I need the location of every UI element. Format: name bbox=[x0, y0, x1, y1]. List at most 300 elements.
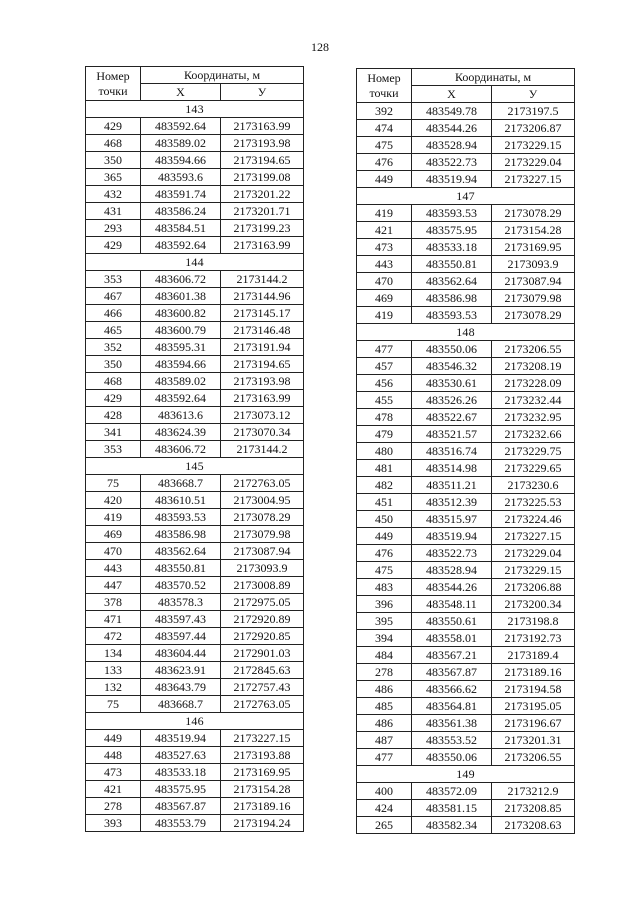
y-coordinate-cell: 2173093.9 bbox=[221, 560, 304, 577]
table-row bbox=[357, 749, 575, 766]
y-coordinate-cell: 2173144.2 bbox=[221, 441, 304, 458]
x-coordinate-cell: 483522.73 bbox=[412, 545, 492, 562]
point-number-cell: 457 bbox=[357, 358, 412, 375]
table-row bbox=[357, 494, 575, 511]
x-coordinate-cell: 483561.38 bbox=[412, 715, 492, 732]
x-coordinate-cell: 483604.44 bbox=[141, 645, 221, 662]
table-row bbox=[86, 781, 304, 798]
point-number-cell: 478 bbox=[357, 409, 412, 426]
y-coordinate-cell: 2173078.29 bbox=[492, 205, 575, 222]
point-number-cell: 477 bbox=[357, 341, 412, 358]
section-number: 149 bbox=[357, 766, 575, 783]
y-coordinate-cell: 2173229.75 bbox=[492, 443, 575, 460]
x-coordinate-cell: 483553.52 bbox=[412, 732, 492, 749]
table-row bbox=[357, 443, 575, 460]
table-row bbox=[86, 543, 304, 560]
y-coordinate-cell: 2173197.5 bbox=[492, 103, 575, 120]
table-row bbox=[357, 341, 575, 358]
point-number-cell: 456 bbox=[357, 375, 412, 392]
y-coordinate-cell: 2173229.04 bbox=[492, 154, 575, 171]
section-row bbox=[86, 101, 304, 118]
point-number-cell: 449 bbox=[86, 730, 141, 747]
point-number-cell: 419 bbox=[357, 307, 412, 324]
table-row bbox=[357, 800, 575, 817]
table-row bbox=[357, 375, 575, 392]
x-coordinate-cell: 483581.15 bbox=[412, 800, 492, 817]
table-row bbox=[86, 798, 304, 815]
section-number: 147 bbox=[357, 188, 575, 205]
y-coordinate-cell: 2173078.29 bbox=[492, 307, 575, 324]
x-coordinate-cell: 483592.64 bbox=[141, 118, 221, 135]
x-coordinate-cell: 483600.79 bbox=[141, 322, 221, 339]
x-coordinate-cell: 483668.7 bbox=[141, 475, 221, 492]
y-coordinate-cell: 2173201.22 bbox=[221, 186, 304, 203]
section-number: 145 bbox=[86, 458, 304, 475]
table-row bbox=[86, 390, 304, 407]
y-coordinate-cell: 2173192.73 bbox=[492, 630, 575, 647]
section-number: 148 bbox=[357, 324, 575, 341]
x-coordinate-cell: 483592.64 bbox=[141, 237, 221, 254]
table-row bbox=[86, 288, 304, 305]
table-row bbox=[357, 732, 575, 749]
point-number-cell: 396 bbox=[357, 596, 412, 613]
point-number-cell: 482 bbox=[357, 477, 412, 494]
point-number-cell: 480 bbox=[357, 443, 412, 460]
x-header: X bbox=[412, 86, 492, 103]
table-row bbox=[86, 271, 304, 288]
section-number: 143 bbox=[86, 101, 304, 118]
y-coordinate-cell: 2173201.31 bbox=[492, 732, 575, 749]
table-row bbox=[357, 120, 575, 137]
point-number-cell: 476 bbox=[357, 545, 412, 562]
coordinates-table-right bbox=[356, 68, 575, 834]
y-coordinate-cell: 2173229.15 bbox=[492, 562, 575, 579]
point-number-cell: 469 bbox=[86, 526, 141, 543]
x-coordinate-cell: 483572.09 bbox=[412, 783, 492, 800]
section-number: 146 bbox=[86, 713, 304, 730]
point-number-cell: 420 bbox=[86, 492, 141, 509]
y-coordinate-cell: 2172920.85 bbox=[221, 628, 304, 645]
point-number-cell: 466 bbox=[86, 305, 141, 322]
x-coordinate-cell: 483613.6 bbox=[141, 407, 221, 424]
table-row bbox=[86, 186, 304, 203]
y-coordinate-cell: 2173008.89 bbox=[221, 577, 304, 594]
table-row bbox=[357, 715, 575, 732]
y-coordinate-cell: 2173194.24 bbox=[221, 815, 304, 832]
y-coordinate-cell: 2173191.94 bbox=[221, 339, 304, 356]
x-coordinate-cell: 483592.64 bbox=[141, 390, 221, 407]
x-coordinate-cell: 483567.87 bbox=[141, 798, 221, 815]
point-number-cell: 353 bbox=[86, 271, 141, 288]
y-coordinate-cell: 2173199.23 bbox=[221, 220, 304, 237]
y-coordinate-cell: 2173154.28 bbox=[492, 222, 575, 239]
point-number-cell: 472 bbox=[86, 628, 141, 645]
table-row bbox=[86, 237, 304, 254]
point-number-cell: 477 bbox=[357, 749, 412, 766]
table-row bbox=[357, 613, 575, 630]
table-row bbox=[86, 322, 304, 339]
x-coordinate-cell: 483600.82 bbox=[141, 305, 221, 322]
y-coordinate-cell: 2173144.96 bbox=[221, 288, 304, 305]
point-number-cell: 449 bbox=[357, 171, 412, 188]
y-coordinate-cell: 2173163.99 bbox=[221, 118, 304, 135]
table-row bbox=[86, 203, 304, 220]
point-number-cell: 134 bbox=[86, 645, 141, 662]
x-coordinate-cell: 483606.72 bbox=[141, 441, 221, 458]
y-coordinate-cell: 2173212.9 bbox=[492, 783, 575, 800]
y-coordinate-cell: 2173079.98 bbox=[221, 526, 304, 543]
x-coordinate-cell: 483526.26 bbox=[412, 392, 492, 409]
table-row bbox=[357, 273, 575, 290]
table-row bbox=[357, 579, 575, 596]
y-coordinate-cell: 2173073.12 bbox=[221, 407, 304, 424]
x-coordinate-cell: 483575.95 bbox=[412, 222, 492, 239]
x-coordinate-cell: 483515.97 bbox=[412, 511, 492, 528]
y-coordinate-cell: 2173169.95 bbox=[221, 764, 304, 781]
x-coordinate-cell: 483514.98 bbox=[412, 460, 492, 477]
point-number-cell: 419 bbox=[357, 205, 412, 222]
y-coordinate-cell: 2173227.15 bbox=[221, 730, 304, 747]
point-number-cell: 378 bbox=[86, 594, 141, 611]
table-row bbox=[357, 460, 575, 477]
point-number-cell: 451 bbox=[357, 494, 412, 511]
x-coordinate-cell: 483597.43 bbox=[141, 611, 221, 628]
x-coordinate-cell: 483521.57 bbox=[412, 426, 492, 443]
y-coordinate-cell: 2173199.08 bbox=[221, 169, 304, 186]
point-number-cell: 483 bbox=[357, 579, 412, 596]
section-row bbox=[357, 766, 575, 783]
point-number-cell: 419 bbox=[86, 509, 141, 526]
table-row bbox=[357, 511, 575, 528]
table-row bbox=[357, 783, 575, 800]
x-header: X bbox=[141, 84, 221, 101]
x-coordinate-cell: 483606.72 bbox=[141, 271, 221, 288]
point-number-cell: 421 bbox=[86, 781, 141, 798]
y-coordinate-cell: 2173224.46 bbox=[492, 511, 575, 528]
y-coordinate-cell: 2173004.95 bbox=[221, 492, 304, 509]
point-number-cell: 293 bbox=[86, 220, 141, 237]
x-coordinate-cell: 483528.94 bbox=[412, 137, 492, 154]
x-coordinate-cell: 483578.3 bbox=[141, 594, 221, 611]
table-row bbox=[357, 358, 575, 375]
x-coordinate-cell: 483593.53 bbox=[141, 509, 221, 526]
y-coordinate-cell: 2173189.4 bbox=[492, 647, 575, 664]
x-coordinate-cell: 483586.98 bbox=[141, 526, 221, 543]
table-row bbox=[357, 137, 575, 154]
point-number-cell: 479 bbox=[357, 426, 412, 443]
point-number-header: Номер точки bbox=[86, 67, 141, 101]
x-coordinate-cell: 483549.78 bbox=[412, 103, 492, 120]
table-row bbox=[86, 475, 304, 492]
y-coordinate-cell: 2173201.71 bbox=[221, 203, 304, 220]
y-coordinate-cell: 2173079.98 bbox=[492, 290, 575, 307]
section-row bbox=[86, 458, 304, 475]
x-coordinate-cell: 483522.73 bbox=[412, 154, 492, 171]
y-coordinate-cell: 2173232.66 bbox=[492, 426, 575, 443]
point-number-cell: 394 bbox=[357, 630, 412, 647]
x-coordinate-cell: 483591.74 bbox=[141, 186, 221, 203]
x-coordinate-cell: 483511.21 bbox=[412, 477, 492, 494]
x-coordinate-cell: 483512.39 bbox=[412, 494, 492, 511]
point-number-cell: 475 bbox=[357, 137, 412, 154]
point-number-cell: 350 bbox=[86, 152, 141, 169]
section-row bbox=[86, 254, 304, 271]
table-row bbox=[357, 477, 575, 494]
x-coordinate-cell: 483643.79 bbox=[141, 679, 221, 696]
table-row bbox=[357, 171, 575, 188]
table-row bbox=[86, 135, 304, 152]
y-coordinate-cell: 2173194.65 bbox=[221, 356, 304, 373]
table-row bbox=[86, 577, 304, 594]
y-coordinate-cell: 2173229.04 bbox=[492, 545, 575, 562]
table-row bbox=[86, 492, 304, 509]
y-coordinate-cell: 2173200.34 bbox=[492, 596, 575, 613]
x-coordinate-cell: 483564.81 bbox=[412, 698, 492, 715]
y-coordinate-cell: 2173144.2 bbox=[221, 271, 304, 288]
point-number-cell: 481 bbox=[357, 460, 412, 477]
y-coordinate-cell: 2173206.88 bbox=[492, 579, 575, 596]
point-number-cell: 484 bbox=[357, 647, 412, 664]
y-coordinate-cell: 2173189.16 bbox=[221, 798, 304, 815]
y-coordinate-cell: 2173193.98 bbox=[221, 373, 304, 390]
point-number-cell: 475 bbox=[357, 562, 412, 579]
point-number-cell: 424 bbox=[357, 800, 412, 817]
x-coordinate-cell: 483582.34 bbox=[412, 817, 492, 834]
table-row bbox=[86, 373, 304, 390]
point-number-cell: 471 bbox=[86, 611, 141, 628]
x-coordinate-cell: 483516.74 bbox=[412, 443, 492, 460]
table-row bbox=[86, 339, 304, 356]
y-coordinate-cell: 2173227.15 bbox=[492, 171, 575, 188]
table-row bbox=[357, 103, 575, 120]
table-row bbox=[357, 154, 575, 171]
table-row bbox=[357, 664, 575, 681]
table-row bbox=[357, 596, 575, 613]
table-row bbox=[357, 205, 575, 222]
table-row bbox=[86, 611, 304, 628]
table-row bbox=[86, 560, 304, 577]
y-coordinate-cell: 2173195.05 bbox=[492, 698, 575, 715]
y-coordinate-cell: 2173146.48 bbox=[221, 322, 304, 339]
point-number-cell: 431 bbox=[86, 203, 141, 220]
point-number-cell: 473 bbox=[86, 764, 141, 781]
section-row bbox=[86, 713, 304, 730]
x-coordinate-cell: 483528.94 bbox=[412, 562, 492, 579]
x-coordinate-cell: 483668.7 bbox=[141, 696, 221, 713]
y-header: У bbox=[221, 84, 304, 101]
coordinates-table-left bbox=[85, 66, 304, 832]
point-number-cell: 487 bbox=[357, 732, 412, 749]
x-coordinate-cell: 483550.61 bbox=[412, 613, 492, 630]
x-coordinate-cell: 483546.32 bbox=[412, 358, 492, 375]
table-row bbox=[86, 628, 304, 645]
y-coordinate-cell: 2172757.43 bbox=[221, 679, 304, 696]
x-coordinate-cell: 483610.51 bbox=[141, 492, 221, 509]
y-coordinate-cell: 2172975.05 bbox=[221, 594, 304, 611]
x-coordinate-cell: 483550.81 bbox=[412, 256, 492, 273]
table-row bbox=[357, 256, 575, 273]
x-coordinate-cell: 483586.98 bbox=[412, 290, 492, 307]
coordinates-header: Координаты, м bbox=[141, 67, 304, 84]
y-header: У bbox=[492, 86, 575, 103]
y-coordinate-cell: 2173208.63 bbox=[492, 817, 575, 834]
y-coordinate-cell: 2172845.63 bbox=[221, 662, 304, 679]
point-number-cell: 450 bbox=[357, 511, 412, 528]
x-coordinate-cell: 483533.18 bbox=[412, 239, 492, 256]
point-number-cell: 432 bbox=[86, 186, 141, 203]
section-number: 144 bbox=[86, 254, 304, 271]
table-row bbox=[357, 392, 575, 409]
y-coordinate-cell: 2173163.99 bbox=[221, 237, 304, 254]
x-coordinate-cell: 483562.64 bbox=[412, 273, 492, 290]
table-row bbox=[86, 764, 304, 781]
y-coordinate-cell: 2173078.29 bbox=[221, 509, 304, 526]
x-coordinate-cell: 483594.66 bbox=[141, 356, 221, 373]
y-coordinate-cell: 2173145.17 bbox=[221, 305, 304, 322]
point-number-cell: 443 bbox=[86, 560, 141, 577]
point-number-cell: 429 bbox=[86, 237, 141, 254]
point-number-cell: 468 bbox=[86, 135, 141, 152]
x-coordinate-cell: 483550.06 bbox=[412, 341, 492, 358]
table-row bbox=[357, 630, 575, 647]
x-coordinate-cell: 483593.6 bbox=[141, 169, 221, 186]
y-coordinate-cell: 2173163.99 bbox=[221, 390, 304, 407]
x-coordinate-cell: 483595.31 bbox=[141, 339, 221, 356]
point-number-cell: 476 bbox=[357, 154, 412, 171]
table-row bbox=[357, 409, 575, 426]
point-number-cell: 448 bbox=[86, 747, 141, 764]
y-coordinate-cell: 2172763.05 bbox=[221, 696, 304, 713]
x-coordinate-cell: 483550.81 bbox=[141, 560, 221, 577]
table-row bbox=[86, 696, 304, 713]
x-coordinate-cell: 483544.26 bbox=[412, 120, 492, 137]
x-coordinate-cell: 483593.53 bbox=[412, 307, 492, 324]
point-number-cell: 341 bbox=[86, 424, 141, 441]
table-row bbox=[357, 698, 575, 715]
x-coordinate-cell: 483530.61 bbox=[412, 375, 492, 392]
table-row bbox=[357, 647, 575, 664]
x-coordinate-cell: 483566.62 bbox=[412, 681, 492, 698]
table-row bbox=[357, 817, 575, 834]
table-row bbox=[86, 645, 304, 662]
y-coordinate-cell: 2173227.15 bbox=[492, 528, 575, 545]
y-coordinate-cell: 2173189.16 bbox=[492, 664, 575, 681]
x-coordinate-cell: 483548.11 bbox=[412, 596, 492, 613]
x-coordinate-cell: 483533.18 bbox=[141, 764, 221, 781]
y-coordinate-cell: 2173087.94 bbox=[492, 273, 575, 290]
x-coordinate-cell: 483558.01 bbox=[412, 630, 492, 647]
point-number-cell: 350 bbox=[86, 356, 141, 373]
table-row bbox=[86, 509, 304, 526]
table-row bbox=[86, 815, 304, 832]
point-number-cell: 469 bbox=[357, 290, 412, 307]
point-number-cell: 470 bbox=[357, 273, 412, 290]
table-row bbox=[357, 426, 575, 443]
table-row bbox=[86, 526, 304, 543]
x-coordinate-cell: 483562.64 bbox=[141, 543, 221, 560]
table-row bbox=[86, 152, 304, 169]
table-row bbox=[86, 747, 304, 764]
x-coordinate-cell: 483570.52 bbox=[141, 577, 221, 594]
table-row bbox=[357, 239, 575, 256]
point-number-cell: 468 bbox=[86, 373, 141, 390]
point-number-cell: 429 bbox=[86, 390, 141, 407]
x-coordinate-cell: 483519.94 bbox=[412, 528, 492, 545]
x-coordinate-cell: 483594.66 bbox=[141, 152, 221, 169]
y-coordinate-cell: 2173070.34 bbox=[221, 424, 304, 441]
point-number-cell: 365 bbox=[86, 169, 141, 186]
table-row bbox=[86, 594, 304, 611]
y-coordinate-cell: 2173194.58 bbox=[492, 681, 575, 698]
y-coordinate-cell: 2173087.94 bbox=[221, 543, 304, 560]
point-number-cell: 447 bbox=[86, 577, 141, 594]
table-row bbox=[357, 528, 575, 545]
y-coordinate-cell: 2173229.65 bbox=[492, 460, 575, 477]
table-row bbox=[357, 562, 575, 579]
y-coordinate-cell: 2173208.85 bbox=[492, 800, 575, 817]
point-number-cell: 449 bbox=[357, 528, 412, 545]
point-number-cell: 132 bbox=[86, 679, 141, 696]
table-row bbox=[357, 681, 575, 698]
point-number-cell: 75 bbox=[86, 475, 141, 492]
x-coordinate-cell: 483597.44 bbox=[141, 628, 221, 645]
y-coordinate-cell: 2173154.28 bbox=[221, 781, 304, 798]
point-number-cell: 470 bbox=[86, 543, 141, 560]
point-number-cell: 352 bbox=[86, 339, 141, 356]
point-number-cell: 465 bbox=[86, 322, 141, 339]
point-number-cell: 421 bbox=[357, 222, 412, 239]
point-number-cell: 278 bbox=[357, 664, 412, 681]
x-coordinate-cell: 483519.94 bbox=[412, 171, 492, 188]
x-coordinate-cell: 483624.39 bbox=[141, 424, 221, 441]
point-number-cell: 353 bbox=[86, 441, 141, 458]
x-coordinate-cell: 483544.26 bbox=[412, 579, 492, 596]
table-row bbox=[357, 290, 575, 307]
point-number-cell: 278 bbox=[86, 798, 141, 815]
y-coordinate-cell: 2173230.6 bbox=[492, 477, 575, 494]
table-row bbox=[86, 118, 304, 135]
point-number-cell: 485 bbox=[357, 698, 412, 715]
x-coordinate-cell: 483589.02 bbox=[141, 135, 221, 152]
point-number-cell: 392 bbox=[357, 103, 412, 120]
table-row bbox=[86, 662, 304, 679]
y-coordinate-cell: 2173232.44 bbox=[492, 392, 575, 409]
point-number-cell: 400 bbox=[357, 783, 412, 800]
point-number-cell: 393 bbox=[86, 815, 141, 832]
y-coordinate-cell: 2173206.55 bbox=[492, 749, 575, 766]
x-coordinate-cell: 483575.95 bbox=[141, 781, 221, 798]
point-number-cell: 429 bbox=[86, 118, 141, 135]
section-row bbox=[357, 188, 575, 205]
point-number-cell: 486 bbox=[357, 681, 412, 698]
point-number-cell: 395 bbox=[357, 613, 412, 630]
table-row bbox=[357, 222, 575, 239]
x-coordinate-cell: 483522.67 bbox=[412, 409, 492, 426]
point-number-cell: 455 bbox=[357, 392, 412, 409]
y-coordinate-cell: 2173193.98 bbox=[221, 135, 304, 152]
table-row bbox=[357, 307, 575, 324]
x-coordinate-cell: 483589.02 bbox=[141, 373, 221, 390]
x-coordinate-cell: 483550.06 bbox=[412, 749, 492, 766]
x-coordinate-cell: 483593.53 bbox=[412, 205, 492, 222]
table-row bbox=[86, 424, 304, 441]
table-row bbox=[86, 407, 304, 424]
y-coordinate-cell: 2173194.65 bbox=[221, 152, 304, 169]
x-coordinate-cell: 483553.79 bbox=[141, 815, 221, 832]
y-coordinate-cell: 2173225.53 bbox=[492, 494, 575, 511]
point-number-cell: 473 bbox=[357, 239, 412, 256]
y-coordinate-cell: 2173228.09 bbox=[492, 375, 575, 392]
